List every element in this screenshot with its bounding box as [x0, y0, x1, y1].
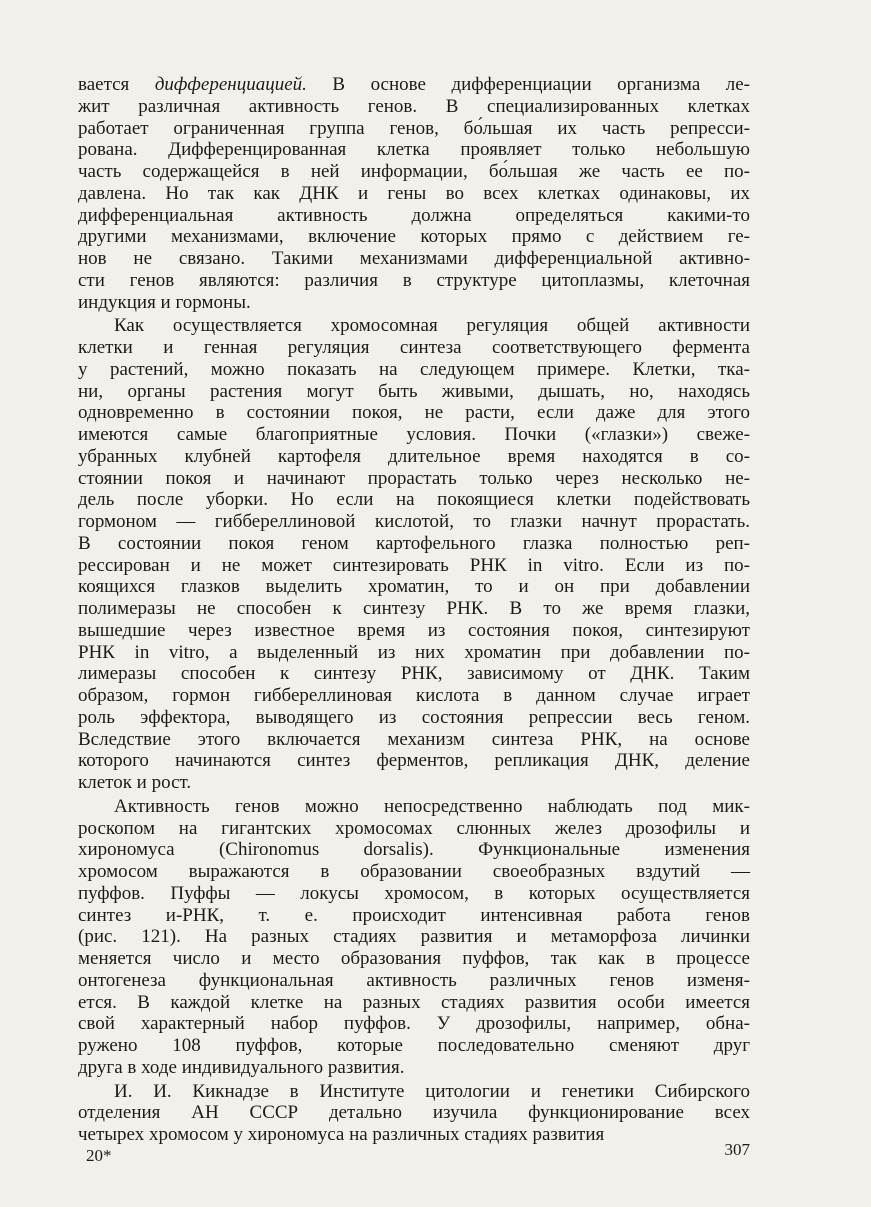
- text-line: дель после уборки. Но если на покоящиеся клетки подействовать: [78, 489, 750, 511]
- text-line: Вследствие этого включается механизм синтеза РНК, на основе: [78, 728, 750, 750]
- text-line: лимеразы способен к синтезу РНК, зависимому от ДНК. Таким: [78, 663, 750, 685]
- text-line: меняется число и место образования пуффов, так как в процессе: [78, 948, 750, 969]
- text-line: давлена. Но так как ДНК и гены во всех клетках одинаковы, их: [78, 182, 750, 204]
- text-line: вается дифференциацией. В основе дифференциации организма ле-: [78, 74, 751, 95]
- text-line: работает ограниченная группа генов, бо́льшая их часть репресси-: [78, 117, 750, 139]
- text-line: пуффов. Пуффы — локусы хромосом, в которых осуществляется: [78, 882, 750, 904]
- text-line: ни, органы растения могут быть живыми, дышать, но, находясь: [78, 380, 750, 402]
- text-line: дифференциальная активность должна определяться какими-то: [78, 204, 750, 226]
- paragraph: [78, 315, 750, 794]
- text-flow: [78, 74, 750, 1146]
- text-line: РНК in vitro, а выделенный из них хроматин при добавлении по-: [78, 641, 750, 663]
- text-line: Как осуществляется хромосомная регуляция общей активности: [114, 315, 750, 337]
- text-line: клетки и генная регуляция синтеза соответствующего фермента: [78, 337, 750, 358]
- text-line: И. И. Кикнадзе в Институте цитологии и генетики Сибирского: [114, 1080, 750, 1102]
- text-line: рессирован и не может синтезировать РНК in vitro. Если из по-: [78, 554, 750, 576]
- text-line: отделения АН СССР детально изучила функционирование всех: [78, 1102, 750, 1124]
- text-line: у растений, можно показать на следующем примере. Клетки, тка-: [78, 358, 750, 380]
- text-line: коящихся глазков выделить хроматин, то и он при добавлении: [78, 576, 750, 598]
- text-line: одновременно в состоянии покоя, не расти, если даже для этого: [78, 402, 750, 424]
- text-line: убранных клубней картофеля длительное время находятся в со-: [78, 445, 750, 467]
- text-line: синтез и-РНК, т. е. происходит интенсивная работа генов: [78, 904, 750, 926]
- paragraph: [78, 74, 750, 313]
- text-line: рована. Дифференцированная клетка проявляет только небольшую: [78, 139, 750, 161]
- text-line: друга в ходе индивидуального развития.: [78, 1056, 405, 1078]
- text-line: вышедшие через известное время из состояния покоя, синтезируют: [78, 619, 750, 641]
- signature-mark: 20*: [86, 1146, 112, 1165]
- text-line: четырех хромосом у хирономуса на различных стадиях развития: [78, 1124, 605, 1145]
- text-line: ружено 108 пуффов, которые последовательно сменяют друг: [78, 1035, 750, 1056]
- text-line: гормоном — гиббереллиновой кислотой, то глазки начнут прорастать.: [78, 511, 750, 532]
- text-line: ется. В каждой клетке на разных стадиях развития особи имеется: [78, 991, 750, 1013]
- text-line: имеются самые благоприятные условия. Почки («глазки») свеже-: [78, 424, 750, 445]
- paragraph: [78, 796, 750, 1079]
- page-number: 307: [724, 1140, 750, 1159]
- text-line: свой характерный набор пуффов. У дрозофилы, например, обна-: [78, 1013, 750, 1035]
- text-line: сти генов являются: различия в структуре цитоплазмы, клеточная: [78, 269, 750, 291]
- text-line: клеток и рост.: [78, 772, 192, 793]
- text-line: (рис. 121). На разных стадиях развития и метаморфоза личинки: [78, 926, 750, 948]
- page-body: [78, 74, 750, 1146]
- text-line: Активность генов можно непосредственно наблюдать под мик-: [114, 795, 750, 817]
- text-line: образом, гормон гиббереллиновая кислота в данном случае играет: [78, 685, 750, 706]
- text-line: роскопом на гигантских хромосомах слюнных желез дрозофилы и: [78, 817, 750, 839]
- paragraph: [78, 1081, 750, 1146]
- text-line: нов не связано. Такими механизмами дифференциальной активно-: [78, 248, 750, 269]
- text-line: роль эффектора, выводящего из состояния репрессии весь геном.: [78, 706, 750, 728]
- text-line: онтогенеза функциональная активность различных генов изменя-: [78, 969, 750, 991]
- text-line: индукция и гормоны.: [78, 291, 251, 313]
- text-line: В состоянии покоя геном картофельного глазка полностью реп-: [78, 532, 750, 554]
- text-line: хромосом выражаются в образовании своеобразных вздутий —: [78, 861, 750, 882]
- text-line: другими механизмами, включение которых прямо с действием ге-: [78, 226, 750, 248]
- text-line: хирономуса (Chironomus dorsalis). Функциональные изменения: [78, 839, 750, 861]
- text-line: жит различная активность генов. В специализированных клетках: [78, 95, 750, 117]
- text-line: полимеразы не способен к синтезу РНК. В то же время глазки,: [78, 598, 750, 619]
- text-line: стоянии покоя и начинают прорастать только через несколько не-: [78, 467, 750, 489]
- text-line: часть содержащейся в ней информации, бо́льшая же часть ее по-: [78, 161, 750, 182]
- text-line: которого начинаются синтез ферментов, репликация ДНК, деление: [78, 750, 750, 772]
